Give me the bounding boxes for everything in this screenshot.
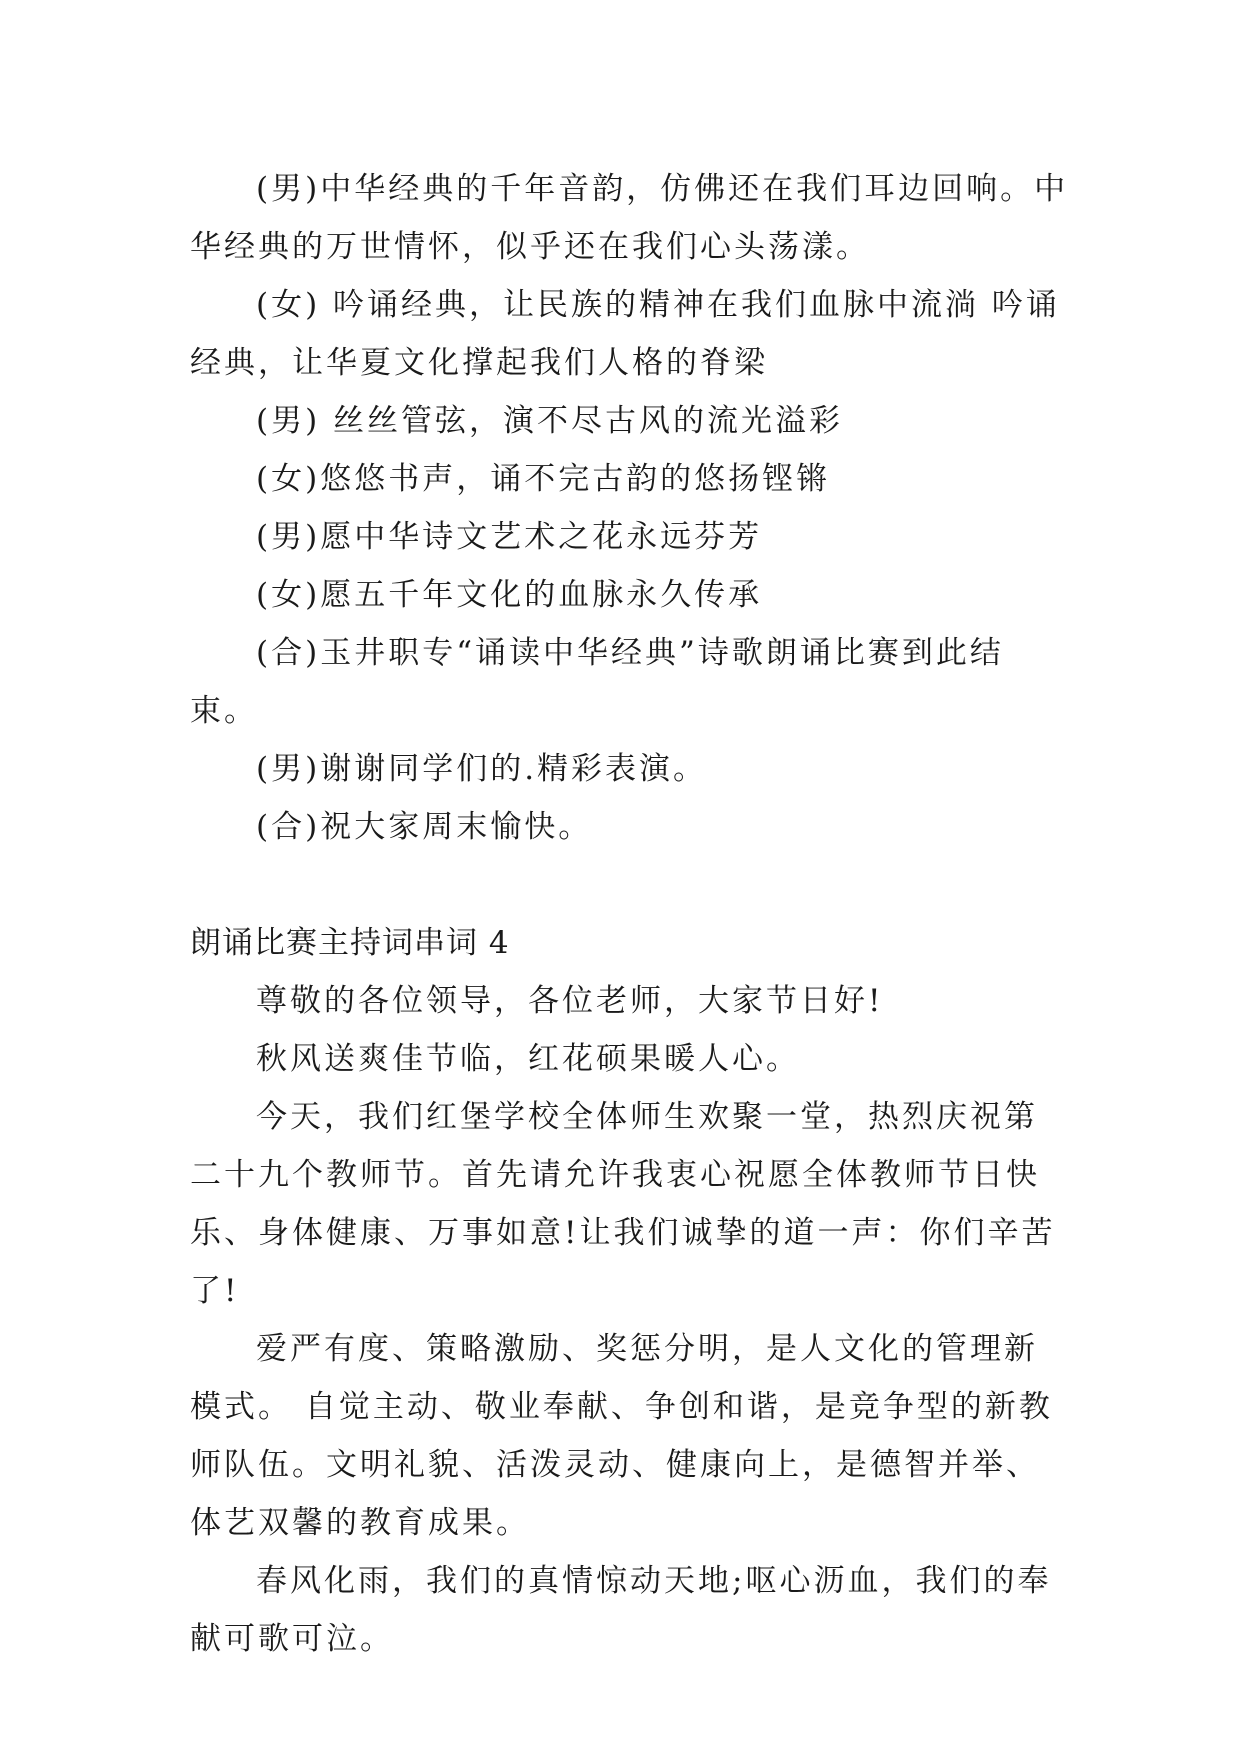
paragraph: (男)愿中华诗文艺术之花永远芬芳 bbox=[256, 519, 763, 555]
paragraph: (合)祝大家周末愉快。 bbox=[256, 809, 593, 845]
paragraph: 春风化雨，我们的真情惊动天地;呕心沥血，我们的奉献可歌可泣。 bbox=[190, 1563, 1052, 1657]
paragraph: (男) 丝丝管弦，演不尽古风的流光溢彩 bbox=[256, 403, 844, 439]
paragraph: (男)谢谢同学们的.精彩表演。 bbox=[256, 751, 708, 787]
document-body bbox=[190, 160, 1070, 1668]
paragraph: 秋风送爽佳节临，红花硕果暖人心。 bbox=[256, 1041, 800, 1077]
section-heading: 朗诵比赛主持词串词 4 bbox=[190, 925, 510, 961]
paragraph: (女)悠悠书声，诵不完古韵的悠扬铿锵 bbox=[256, 461, 831, 497]
paragraph: (合)玉井职专“诵读中华经典”诗歌朗诵比赛到此结束。 bbox=[190, 635, 1004, 729]
paragraph: (女) 吟诵经典，让民族的精神在我们血脉中流淌 吟诵经典，让华夏文化撑起我们人格的脊梁 bbox=[190, 287, 1060, 381]
paragraph: 今天，我们红堡学校全体师生欢聚一堂，热烈庆祝第二十九个教师节。首先请允许我衷心祝愿全体教师节日快乐、身体健康、万事如意!让我们诚挚的道一声：你们辛苦了! bbox=[190, 1099, 1056, 1309]
paragraph: 尊敬的各位领导，各位老师，大家节日好! bbox=[256, 983, 884, 1019]
paragraph: (女)愿五千年文化的血脉永久传承 bbox=[256, 577, 763, 613]
paragraph: 爱严有度、策略激励、奖惩分明，是人文化的管理新模式。 自觉主动、敬业奉献、争创和谐，是竞争型的新教师队伍。文明礼貌、活泼灵动、健康向上，是德智并举、体艺双馨的教育成果。 bbox=[190, 1331, 1053, 1541]
paragraph: (男)中华经典的千年音韵，仿佛还在我们耳边回响。中华经典的万世情怀，似乎还在我们心头荡漾。 bbox=[190, 171, 1069, 265]
